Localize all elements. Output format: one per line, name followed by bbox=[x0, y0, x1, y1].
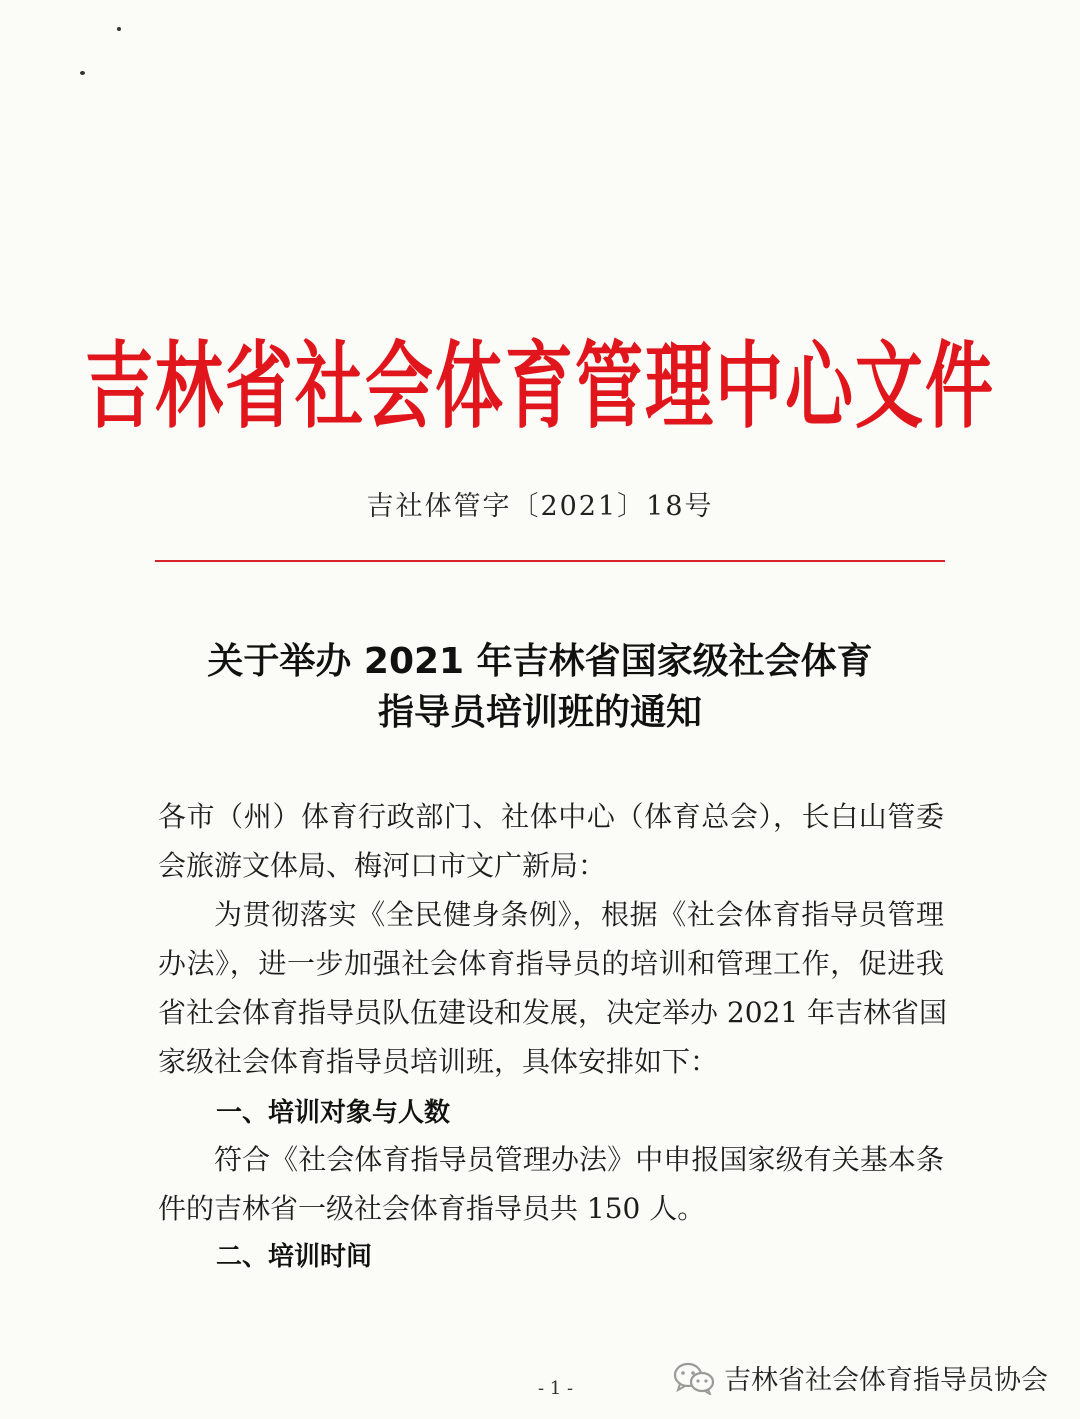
paragraph-1-line-4: 家级社会体育指导员培训班，具体安排如下： bbox=[158, 1045, 719, 1078]
section-1-line-2: 件的吉林省一级社会体育指导员共 150 人。 bbox=[158, 1192, 706, 1225]
notice-title bbox=[0, 636, 1080, 738]
scan-speck bbox=[80, 71, 85, 75]
wechat-icon bbox=[672, 1361, 716, 1395]
watermark-text: 吉林省社会体育指导员协会 bbox=[724, 1365, 1048, 1396]
recipients-line-1: 各市（州）体育行政部门、社体中心（体育总会），长白山管委 bbox=[158, 800, 944, 833]
document-number: 吉社体管字〔2021〕18号 bbox=[366, 491, 714, 522]
section-1-line-1: 符合《社会体育指导员管理办法》中申报国家级有关基本条 bbox=[214, 1143, 944, 1176]
notice-title-line-1: 关于举办 2021 年吉林省国家级社会体育 bbox=[207, 641, 873, 682]
paragraph-1-line-3: 省社会体育指导员队伍建设和发展，决定举办 2021 年吉林省国 bbox=[158, 996, 948, 1029]
recipients-line-2: 会旅游文体局、梅河口市文广新局： bbox=[158, 849, 607, 882]
section-2-heading: 二、培训时间 bbox=[216, 1242, 373, 1272]
notice-title-line-2: 指导员培训班的通知 bbox=[377, 692, 702, 733]
page-number: - 1 - bbox=[538, 1378, 574, 1399]
paragraph-1-line-1: 为贯彻落实《全民健身条例》，根据《社会体育指导员管理 bbox=[214, 898, 944, 931]
section-1-heading: 一、培训对象与人数 bbox=[216, 1098, 451, 1128]
header-divider bbox=[155, 560, 945, 562]
wechat-watermark bbox=[672, 1358, 1048, 1397]
paragraph-1-line-2: 办法》，进一步加强社会体育指导员的培训和管理工作，促进我 bbox=[158, 947, 944, 980]
scan-speck bbox=[117, 27, 121, 31]
document-header-title: 吉林省社会体育管理中心文件 bbox=[84, 332, 995, 442]
